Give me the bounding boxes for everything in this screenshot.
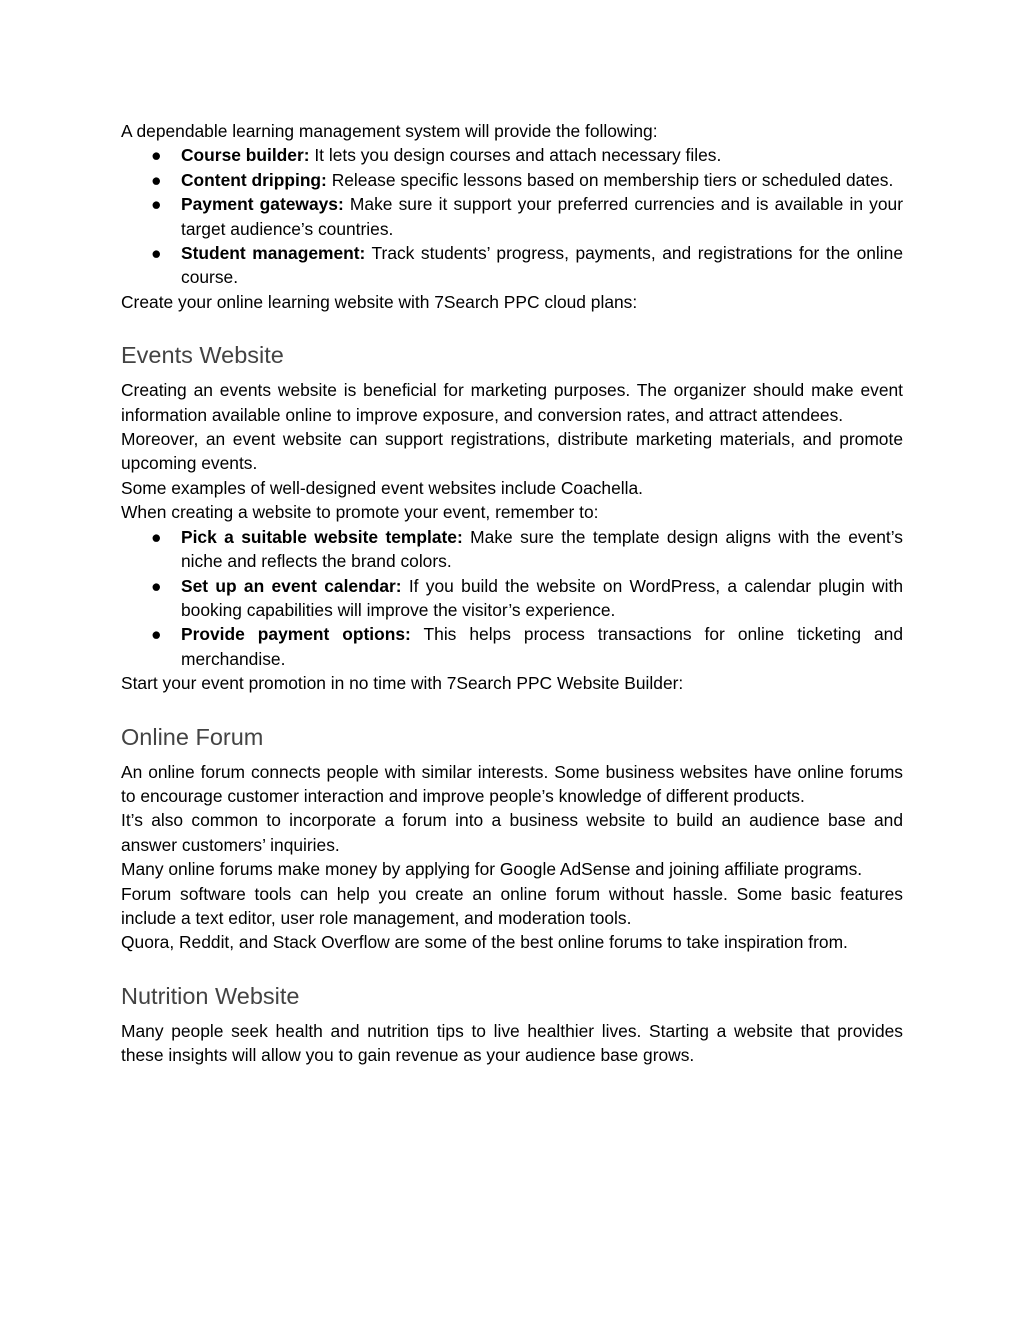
list-item-text: If you build the website on WordPress, a calendar plugin with booking capabilities will improve the visitor’s experience. — [181, 575, 903, 620]
list-item-label: Payment gateways: — [181, 194, 344, 215]
list-item — [121, 192, 903, 241]
list-item-label: Content dripping: — [181, 169, 327, 190]
nutrition-paragraph: Many people seek health and nutrition tips to live healthier lives. Starting a website that provides these insights will allow you to gain revenue as your audience base grows. — [121, 1020, 903, 1066]
bullet-icon: ● — [151, 194, 162, 215]
events-paragraph: Some examples of well-designed event websites include Coachella. — [121, 477, 644, 498]
bullet-icon: ● — [151, 526, 162, 547]
bullet-icon: ● — [151, 145, 162, 166]
forum-paragraph: It’s also common to incorporate a forum into a business website to build an audience base and answer customers’ inquiries. — [121, 810, 903, 855]
events-paragraph: When creating a website to promote your event, remember to: — [121, 502, 599, 523]
list-item-label: Set up an event calendar: — [181, 575, 402, 596]
events-tips-list — [121, 525, 903, 671]
list-item-text: Track students’ progress, payments, and registrations for the online course. — [181, 243, 903, 288]
list-item — [121, 574, 903, 623]
list-item-label: Provide payment options: — [181, 624, 411, 645]
events-paragraph: Moreover, an event website can support registrations, distribute marketing materials, and promote upcoming events. — [121, 429, 903, 474]
list-item-text: Make sure the template design aligns with the event’s niche and reflects the brand colors. — [181, 526, 903, 572]
list-item-label: Pick a suitable website template: — [181, 526, 463, 547]
intro-paragraph: A dependable learning management system will provide the following: — [121, 121, 658, 141]
events-heading: Events Website — [121, 342, 284, 369]
list-item — [121, 143, 903, 167]
bullet-icon: ● — [151, 575, 162, 596]
events-paragraph: Creating an events website is beneficial for marketing purposes. The organizer should make event information available online to improve exposure, and conversion rates, and attract attendees. — [121, 380, 903, 425]
document-page — [121, 119, 903, 1068]
bullet-icon: ● — [151, 243, 162, 264]
list-item-text: It lets you design courses and attach necessary files. — [309, 145, 722, 166]
list-item-text: Release specific lessons based on membership tiers or scheduled dates. — [326, 169, 894, 190]
list-item — [121, 622, 903, 671]
intro-closing-paragraph: Create your online learning website with 7Search PPC cloud plans: — [121, 291, 638, 312]
forum-paragraph: Forum software tools can help you create an online forum without hassle. Some basic features include a text editor, user role management, and moderation tools. — [121, 883, 903, 928]
list-item — [121, 241, 903, 290]
list-item — [121, 168, 903, 192]
list-item-text: Make sure it support your preferred currencies and is available in your target audience’s countries. — [181, 194, 903, 239]
nutrition-heading: Nutrition Website — [121, 982, 300, 1009]
list-item-label: Course builder: — [181, 145, 310, 166]
bullet-icon: ● — [151, 624, 162, 645]
forum-heading: Online Forum — [121, 723, 264, 750]
list-item-label: Student management: — [181, 243, 366, 264]
list-item-text: This helps process transactions for online ticketing and merchandise. — [181, 624, 904, 669]
forum-paragraph: An online forum connects people with similar interests. Some business websites have online forums to encourage customer interaction and improve people’s knowledge of different products. — [121, 761, 903, 806]
lms-feature-list — [121, 143, 903, 289]
bullet-icon: ● — [151, 169, 162, 190]
events-closing-paragraph: Start your event promotion in no time with 7Search PPC Website Builder: — [121, 673, 684, 694]
forum-paragraph: Quora, Reddit, and Stack Overflow are some of the best online forums to take inspiration from. — [121, 932, 848, 953]
list-item — [121, 525, 903, 574]
forum-paragraph: Many online forums make money by applying for Google AdSense and joining affiliate programs. — [121, 859, 863, 880]
